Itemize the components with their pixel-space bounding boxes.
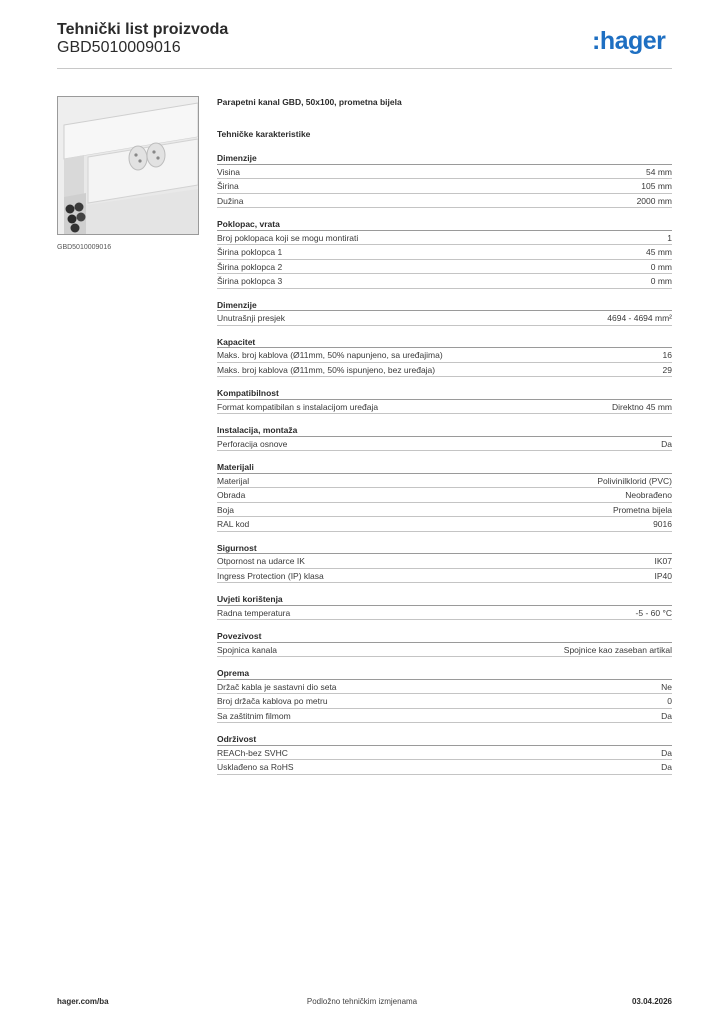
spec-value: 4694 - 4694 mm² [607, 313, 672, 323]
spec-group [217, 461, 672, 532]
spec-row [217, 194, 672, 209]
spec-row [217, 363, 672, 378]
spec-value: IP40 [654, 570, 672, 581]
spec-group-title: Instalacija, montaža [217, 424, 672, 437]
spec-value: 1 [667, 232, 672, 243]
spec-label: Sa zaštitnim filmom [217, 710, 291, 721]
spec-group-title: Povezivost [217, 630, 672, 643]
spec-group [217, 424, 672, 451]
spec-group [217, 630, 672, 657]
spec-group-title: Dimenzije [217, 299, 672, 312]
spec-value: Ne [661, 681, 672, 692]
spec-label: Perforacija osnove [217, 438, 288, 449]
spec-label: Materijal [217, 475, 250, 486]
spec-label: Ingress Protection (IP) klasa [217, 570, 324, 581]
spec-group-title: Sigurnost [217, 542, 672, 555]
spec-value: Neobrađeno [625, 490, 672, 500]
spec-group [217, 299, 672, 326]
spec-row [217, 503, 672, 518]
spec-row [217, 245, 672, 260]
footer-date: 03.04.2026 [631, 997, 672, 1006]
spec-value: Spojnice kao zaseban artikal [563, 644, 672, 655]
spec-row [217, 746, 672, 761]
spec-row [217, 643, 672, 658]
spec-row [217, 474, 672, 489]
image-caption: GBD5010009016 [57, 244, 112, 251]
spec-group [217, 218, 672, 289]
spec-group-title: Oprema [217, 667, 672, 680]
page-title: Tehnički list proizvoda [57, 21, 229, 38]
spec-label: Obrada [217, 490, 246, 500]
spec-row [217, 680, 672, 695]
spec-group [217, 593, 672, 620]
spec-label: Broj poklopaca koji se mogu montirati [217, 232, 359, 243]
spec-row [217, 554, 672, 569]
spec-row [217, 274, 672, 289]
spec-label: Širina poklopca 2 [217, 261, 283, 272]
cable-duct-illustration [58, 97, 198, 234]
spec-value: 16 [662, 350, 672, 360]
spec-value: 45 mm [646, 247, 672, 257]
product-title: Parapetni kanal GBD, 50x100, prometna bijela [217, 97, 402, 107]
spec-group [217, 336, 672, 378]
hager-logo[interactable]: :hager [592, 27, 666, 55]
spec-label: Visina [217, 166, 240, 177]
spec-value: 29 [662, 364, 672, 375]
spec-label: Širina [217, 181, 239, 191]
spec-label: Format kompatibilan s instalacijom uređaja [217, 401, 379, 412]
spec-row [217, 760, 672, 775]
spec-label: Otpornost na udarce IK [217, 556, 305, 566]
spec-label: Širina poklopca 3 [217, 276, 283, 286]
spec-value: 9016 [653, 519, 672, 529]
spec-label: Držač kabla je sastavni dio seta [217, 681, 337, 692]
spec-value: Da [661, 710, 672, 721]
footer-disclaimer: Podložno tehničkim izmjenama [306, 997, 418, 1006]
spec-row [217, 569, 672, 584]
spec-value: 2000 mm [636, 195, 672, 206]
spec-value: Da [661, 762, 672, 772]
spec-value: Polivinilklorid (PVC) [597, 475, 672, 486]
spec-group-title: Kompatibilnost [217, 387, 672, 400]
spec-value: 105 mm [641, 181, 672, 191]
spec-label: Maks. broj kablova (Ø11mm, 50% ispunjeno, bez uređaja) [217, 364, 436, 375]
product-image [57, 96, 199, 235]
spec-group [217, 152, 672, 208]
spec-label: Unutrašnji presjek [217, 313, 286, 323]
spec-group-title: Kapacitet [217, 336, 672, 349]
spec-value: -5 - 60 °C [635, 607, 672, 618]
spec-groups [217, 152, 672, 775]
spec-content [217, 96, 672, 785]
spec-group [217, 733, 672, 775]
spec-row [217, 348, 672, 363]
spec-group [217, 387, 672, 414]
spec-value: IK07 [654, 556, 672, 566]
spec-row [217, 488, 672, 503]
spec-value: Prometna bijela [612, 504, 672, 515]
spec-group-title: Poklopac, vrata [217, 218, 672, 231]
spec-label: Boja [217, 504, 235, 515]
spec-label: Širina poklopca 1 [217, 247, 283, 257]
spec-heading: Tehničke karakteristike [217, 129, 311, 139]
spec-row [217, 694, 672, 709]
spec-value: 0 mm [650, 276, 672, 286]
spec-label: Maks. broj kablova (Ø11mm, 50% napunjeno, sa uređajima) [217, 350, 443, 360]
spec-row [217, 709, 672, 724]
spec-label: Spojnica kanala [217, 644, 278, 655]
spec-group-title: Održivost [217, 733, 672, 746]
spec-label: Radna temperatura [217, 607, 291, 618]
spec-row [217, 311, 672, 326]
spec-value: Direktno 45 mm [612, 401, 672, 412]
header-divider [57, 68, 672, 69]
spec-row [217, 165, 672, 180]
spec-row [217, 400, 672, 415]
spec-label: Broj držača kablova po metru [217, 696, 328, 706]
spec-group [217, 542, 672, 584]
spec-group [217, 667, 672, 723]
spec-value: Da [661, 747, 672, 758]
spec-label: Usklađeno sa RoHS [217, 762, 294, 772]
footer-website[interactable]: hager.com/ba [57, 997, 109, 1006]
spec-label: REACh-bez SVHC [217, 747, 288, 758]
spec-label: RAL kod [217, 519, 250, 529]
spec-row [217, 260, 672, 275]
product-code: GBD5010009016 [57, 39, 181, 56]
spec-label: Dužina [217, 195, 244, 206]
spec-row [217, 437, 672, 452]
spec-value: 0 mm [650, 261, 672, 272]
spec-group-title: Dimenzije [217, 152, 672, 165]
spec-value: 54 mm [646, 166, 672, 177]
spec-group-title: Uvjeti korištenja [217, 593, 672, 606]
spec-value: 0 [667, 696, 672, 706]
spec-row [217, 517, 672, 532]
spec-value: Da [661, 438, 672, 449]
spec-row [217, 606, 672, 621]
spec-group-title: Materijali [217, 461, 672, 474]
spec-row [217, 231, 672, 246]
spec-row [217, 179, 672, 194]
